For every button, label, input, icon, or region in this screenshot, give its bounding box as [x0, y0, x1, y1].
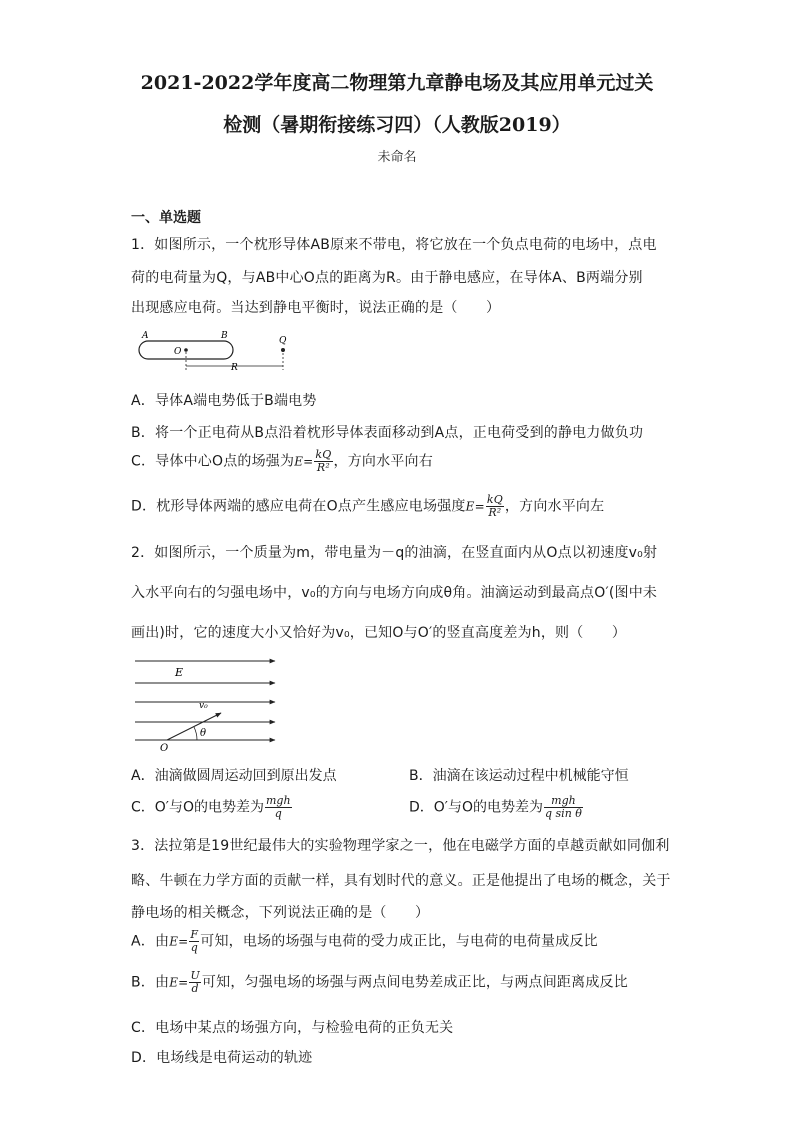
q2-line-2: 入水平向右的匀强电场中，v₀的方向与电场方向成θ角。油滴运动到最高点O′(图中未: [131, 585, 658, 601]
fraction-numerator: mgh: [266, 794, 291, 807]
exam-title-line1: 2021-2022学年度高二物理第九章静电场及其应用单元过关: [140, 72, 654, 94]
q1-figure-pillow-conductor: [131, 326, 301, 376]
q3-option-b-prefix: B．由: [131, 974, 170, 991]
label-a: A: [142, 331, 149, 341]
fraction-denominator: R²: [488, 506, 502, 519]
label-b: B: [221, 331, 228, 341]
q3-option-a-prefix: A．由: [131, 933, 170, 950]
q1-option-c-suffix: ，方向水平向右: [333, 453, 433, 470]
q1-option-d-prefix: D．枕形导体两端的感应电荷在O点产生感应电场强度: [131, 498, 466, 515]
fraction-numerator: mgh: [544, 795, 583, 808]
fraction-denominator: q sin θ: [545, 807, 582, 820]
q1-option-d-suffix: ，方向水平向左: [504, 498, 605, 515]
fraction-denominator: d: [191, 982, 199, 995]
label-r: R: [231, 363, 238, 373]
q3-line-1: 3．法拉第是19世纪最伟大的实验物理学家之一，他在电磁学方面的卓越贡献如同伽利: [131, 838, 670, 854]
q1-option-c-prefix: C．导体中心O点的场强为: [131, 453, 295, 470]
label-o: O: [160, 743, 169, 752]
label-e: E: [175, 666, 184, 679]
label-theta: θ: [200, 728, 207, 739]
label-q: Q: [279, 336, 287, 346]
q3-option-a-eq: E=: [169, 934, 189, 949]
q3-option-a[interactable]: [131, 929, 598, 954]
q1-line-2: 荷的电荷量为Q，与AB中心O点的距离为R。由于静电感应，在导体A、B两端分别: [131, 270, 643, 286]
q2-option-c-fraction: [265, 795, 292, 820]
q2-option-c-prefix: C．O′与O的电势差为: [131, 799, 264, 816]
q1-option-c[interactable]: [131, 449, 433, 474]
q3-line-2: 略、牛顿在力学方面的贡献一样，具有划时代的意义。正是他提出了电场的概念，关于: [131, 873, 671, 889]
fraction-numerator: U: [190, 969, 200, 982]
fraction-denominator: q: [274, 807, 282, 820]
fraction-denominator: q: [190, 941, 198, 954]
q1-option-d-fraction: [486, 494, 504, 519]
q2-option-d-prefix: D．O′与O的电势差为: [409, 799, 543, 816]
q3-option-b-fraction: [189, 970, 200, 995]
q3-line-3: 静电场的相关概念，下列说法正确的是（ ）: [131, 905, 430, 921]
q1-option-c-fraction: [314, 449, 332, 474]
q3-option-d[interactable]: D．电场线是电荷运动的轨迹: [131, 1050, 313, 1066]
q2-option-c[interactable]: [131, 795, 293, 820]
fraction-numerator: kQ: [486, 493, 503, 506]
q3-option-b-eq: E=: [169, 975, 189, 990]
q1-option-a[interactable]: A．导体A端电势低于B端电势: [131, 393, 317, 409]
fraction-numerator: kQ: [315, 448, 332, 461]
exam-subtitle: 未命名: [377, 150, 417, 165]
label-o: O: [174, 347, 182, 357]
exam-title-line2: 检测（暑期衔接练习四）（人教版2019）: [223, 114, 571, 136]
q2-line-1: 2．如图所示，一个质量为m，带电量为－q的油滴，在竖直面内从O点以初速度v₀射: [131, 545, 658, 561]
fraction-denominator: R²: [316, 461, 331, 474]
q1-option-c-eq: E=: [294, 454, 314, 469]
q2-figure-electric-field: [131, 656, 281, 752]
q1-option-d[interactable]: [131, 494, 604, 519]
q2-option-d-fraction: [544, 795, 583, 820]
q3-option-a-fraction: [189, 929, 199, 954]
q2-line-3: 画出)时，它的速度大小又恰好为v₀，已知O与O′的竖直高度差为h，则（ ）: [131, 625, 627, 641]
q2-option-a[interactable]: A．油滴做圆周运动回到原出发点: [131, 768, 337, 784]
q3-option-c[interactable]: C．电场中某点的场强方向，与检验电荷的正负无关: [131, 1020, 454, 1036]
q3-option-b-suffix: 可知，匀强电场的场强与两点间电势差成正比，与两点间距离成反比: [201, 974, 628, 991]
q3-option-a-suffix: 可知，电场的场强与电荷的受力成正比，与电荷的电荷量成反比: [200, 933, 598, 950]
label-v0: v₀: [199, 701, 208, 711]
q2-option-d[interactable]: [409, 795, 584, 820]
q1-line-1: 1．如图所示，一个枕形导体AB原来不带电，将它放在一个负点电荷的电场中，点电: [131, 237, 657, 253]
q1-option-b[interactable]: B．将一个正电荷从B点沿着枕形导体表面移动到A点，正电荷受到的静电力做负功: [131, 425, 644, 441]
q3-option-b[interactable]: [131, 970, 628, 995]
q1-option-d-eq: E=: [465, 499, 485, 514]
q1-line-3: 出现感应电荷。当达到静电平衡时，说法正确的是（ ）: [131, 300, 501, 316]
section-heading: 一、单选题: [131, 210, 201, 226]
fraction-numerator: F: [190, 928, 199, 941]
q2-option-b[interactable]: B．油滴在该运动过程中机械能守恒: [409, 768, 629, 784]
